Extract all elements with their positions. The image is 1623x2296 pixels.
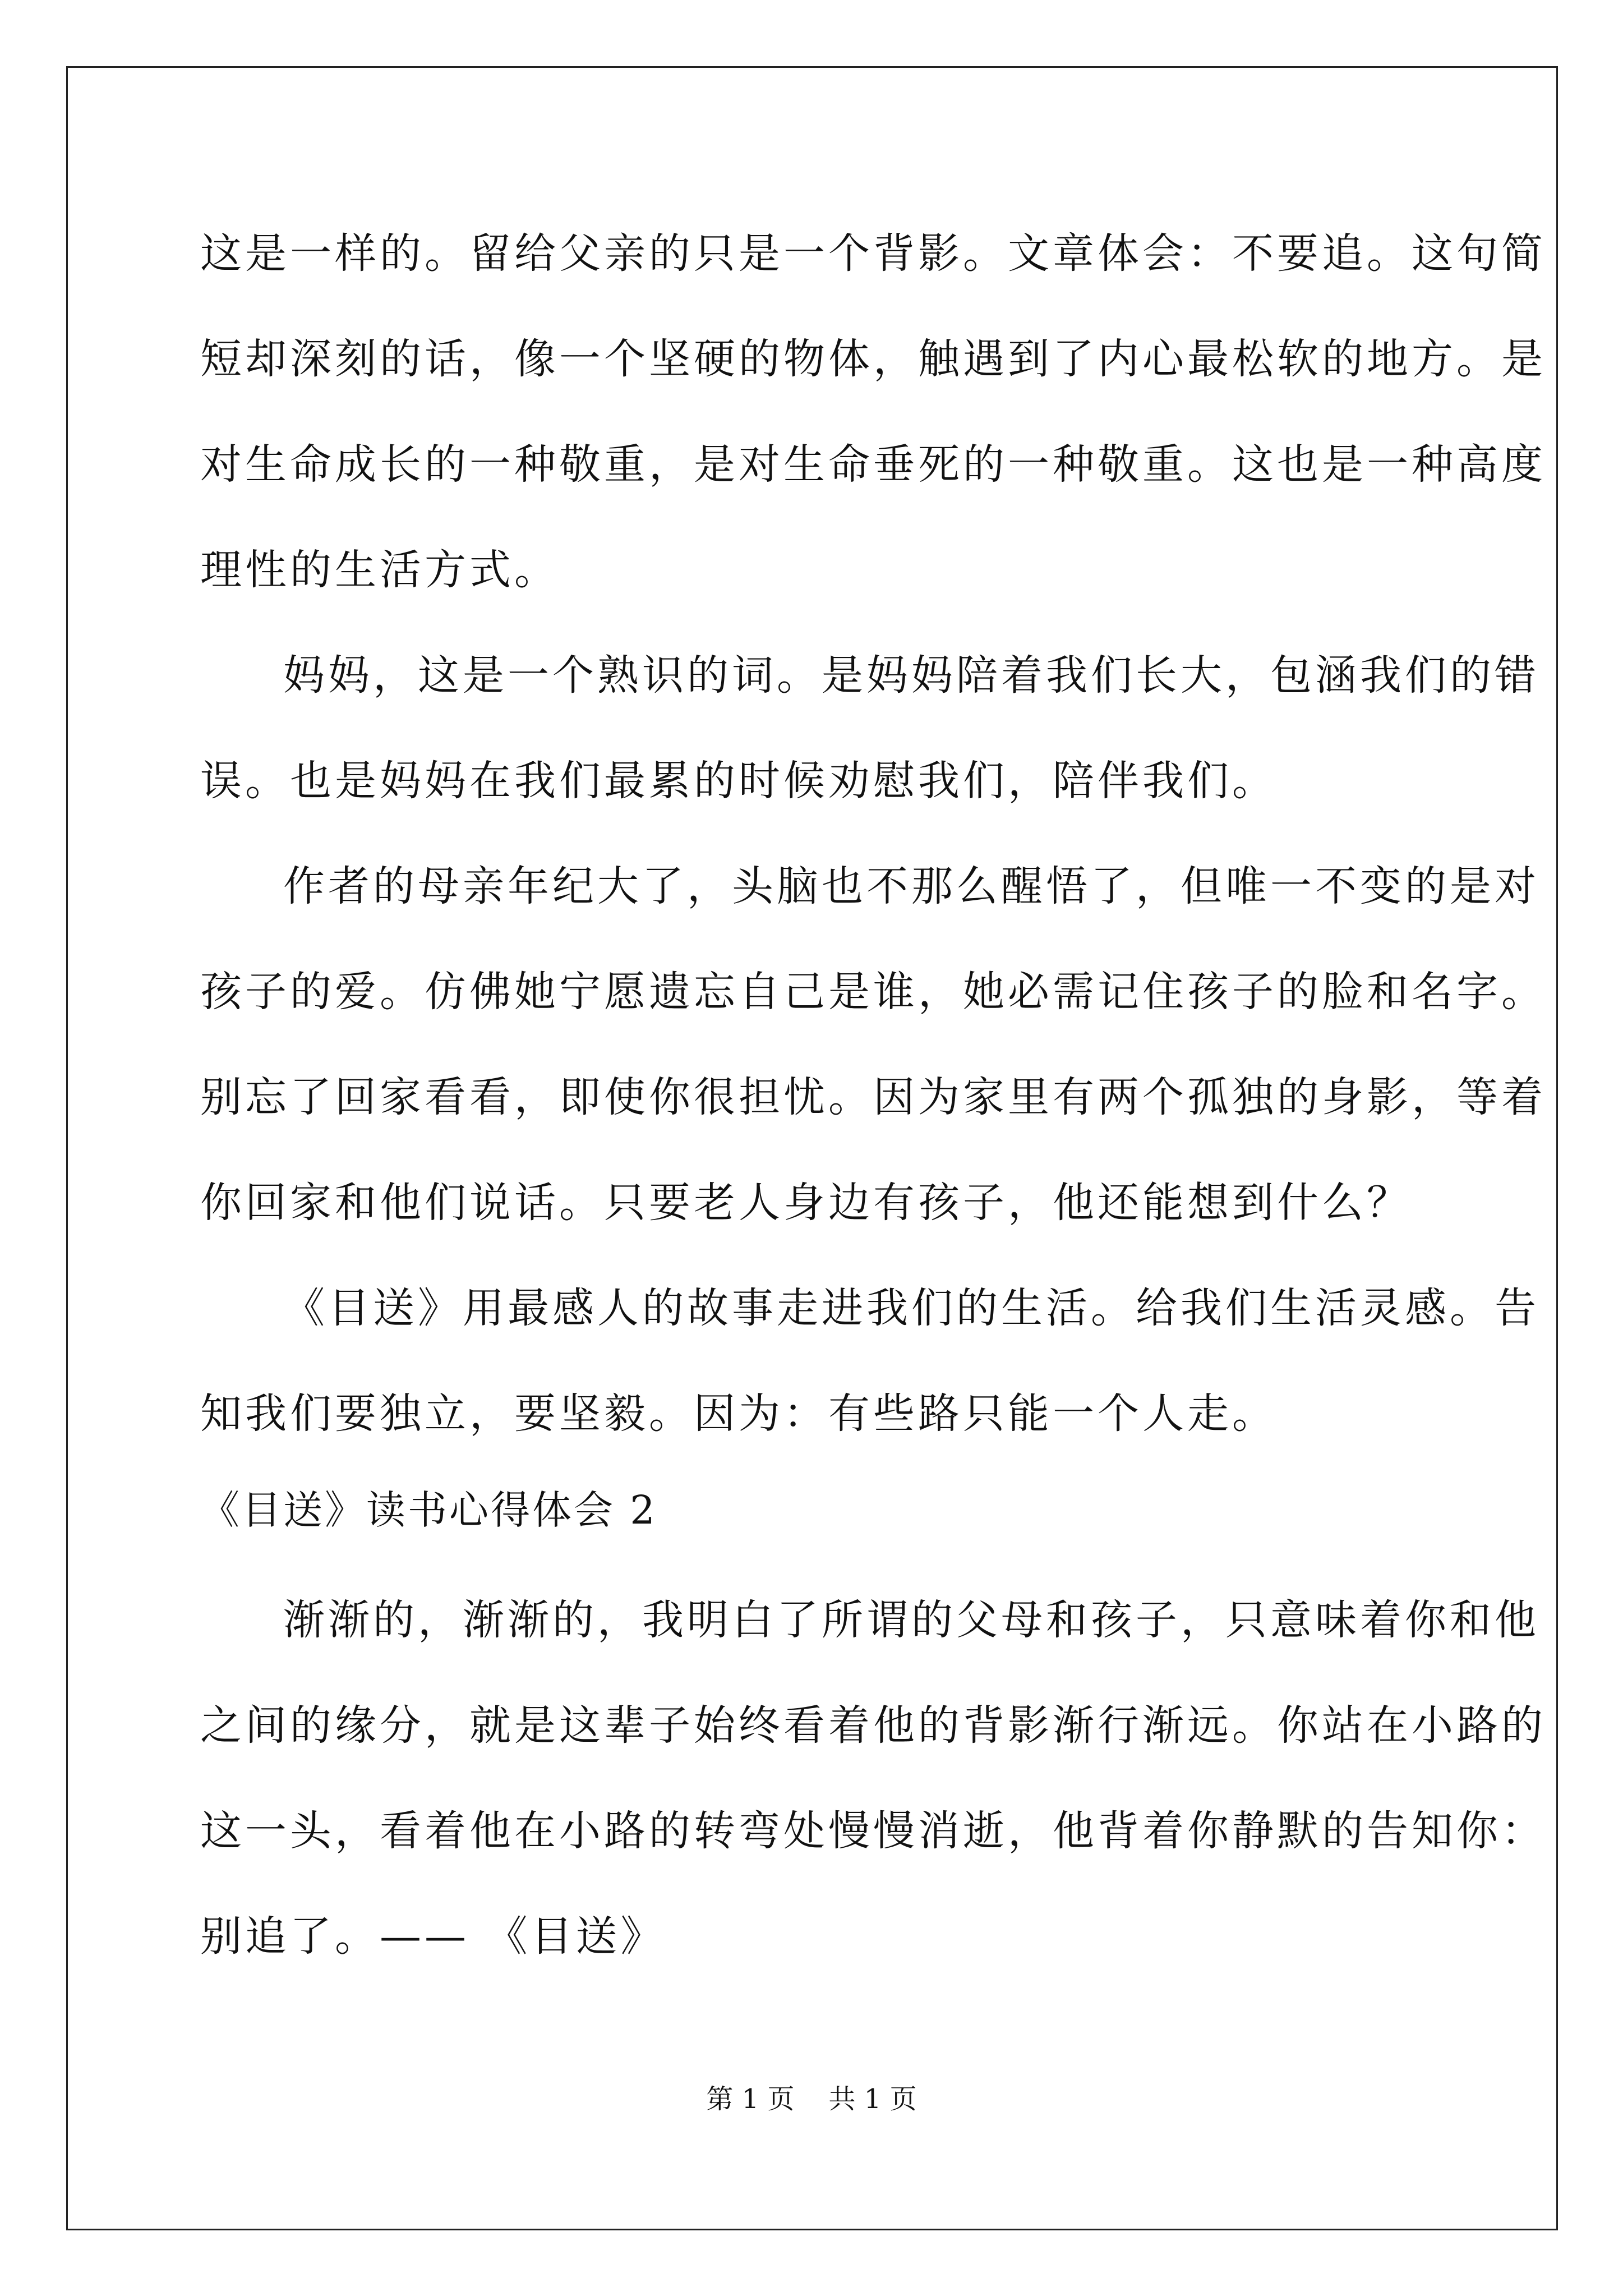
paragraph-line: 别忘了回家看看，即使你很担忧。因为家里有两个孤独的身影，等着 [200, 1073, 1546, 1121]
paragraph-line: 作者的母亲年纪大了，头脑也不那么醒悟了，但唯一不变的是对 [283, 862, 1539, 910]
paragraph-line: 理性的生活方式。 [200, 546, 559, 594]
paragraph-line: 这是一样的。留给父亲的只是一个背影。文章体会：不要追。这句简 [200, 229, 1546, 278]
page-footer: 第 1 页 共 1 页 [706, 2083, 917, 2115]
paragraph-line: 之间的缘分，就是这辈子始终看着他的背影渐行渐远。你站在小路的 [200, 1701, 1546, 1750]
paragraph-line: 这一头，看着他在小路的转弯处慢慢消逝，他背着你静默的告知你： [200, 1807, 1546, 1855]
paragraph-line: 别追了。—— 《目送》 [200, 1912, 666, 1961]
paragraph-line: 《目送》用最感人的故事走进我们的生活。给我们生活灵感。告 [283, 1284, 1539, 1332]
section-heading: 《目送》读书心得体会 2 [200, 1487, 657, 1533]
paragraph-line: 你回家和他们说话。只要老人身边有孩子，他还能想到什么？ [200, 1179, 1412, 1227]
paragraph-line: 孩子的爱。仿佛她宁愿遗忘自己是谁，她必需记住孩子的脸和名字。 [200, 968, 1546, 1016]
paragraph-line: 妈妈，这是一个熟识的词。是妈妈陪着我们长大，包涵我们的错 [283, 651, 1539, 700]
paragraph-line: 知我们要独立，要坚毅。因为：有些路只能一个人走。 [200, 1389, 1277, 1438]
paragraph-line: 渐渐的，渐渐的，我明白了所谓的父母和孩子，只意味着你和他 [283, 1596, 1539, 1644]
paragraph-line: 短却深刻的话，像一个坚硬的物体，触遇到了内心最松软的地方。是 [200, 335, 1546, 383]
paragraph-line: 误。也是妈妈在我们最累的时候劝慰我们，陪伴我们。 [200, 757, 1277, 805]
paragraph-line: 对生命成长的一种敬重，是对生命垂死的一种敬重。这也是一种高度 [200, 440, 1546, 489]
